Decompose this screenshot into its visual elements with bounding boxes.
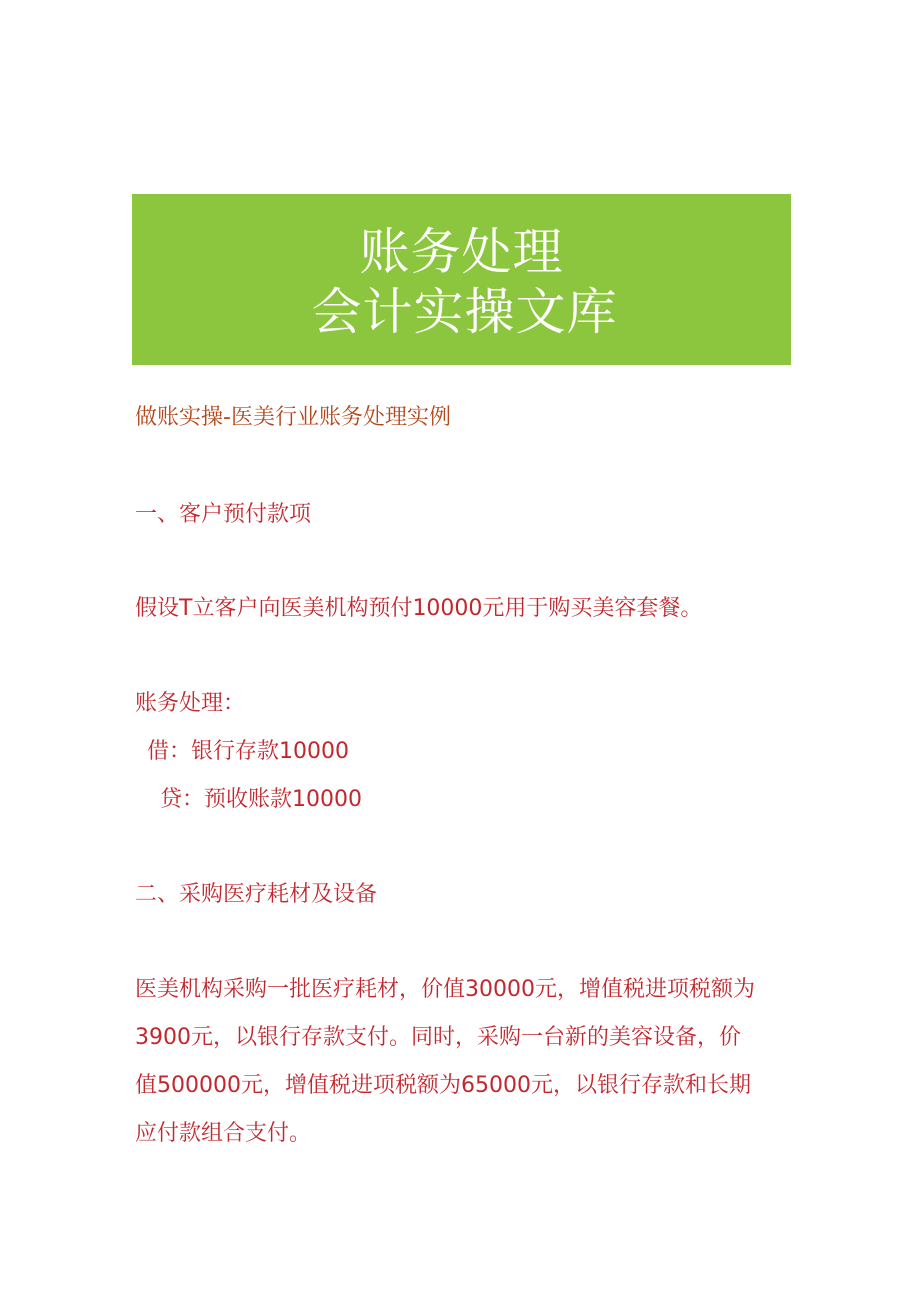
section-1-heading: 一、客户预付款项: [135, 502, 312, 527]
section-2-heading: 二、采购医疗耗材及设备: [135, 882, 378, 907]
credit-entry: 贷：预收账款10000: [160, 787, 362, 812]
section-2-body-line: 值500000元，增值税进项税额为65000元，以银行存款和长期: [135, 1073, 751, 1098]
section-2-body-line: 3900元，以银行存款支付。同时，采购一台新的美容设备，价: [135, 1025, 741, 1050]
section-2-body-line: 医美机构采购一批医疗耗材，价值30000元，增值税进项税额为: [135, 977, 755, 1002]
debit-entry: 借：银行存款10000: [147, 739, 349, 764]
banner-title-line-2: 会计实操文库: [311, 282, 618, 341]
title-banner: [132, 194, 791, 365]
journal-entry-label: 账务处理：: [135, 691, 246, 716]
document-title: 做账实操-医美行业账务处理实例: [135, 405, 451, 430]
banner-title-line-1: 账务处理: [359, 222, 564, 281]
section-1-body: 假设T立客户向医美机构预付10000元用于购买美容套餐。: [135, 596, 703, 621]
section-2-body-line: 应付款组合支付。: [135, 1121, 312, 1146]
